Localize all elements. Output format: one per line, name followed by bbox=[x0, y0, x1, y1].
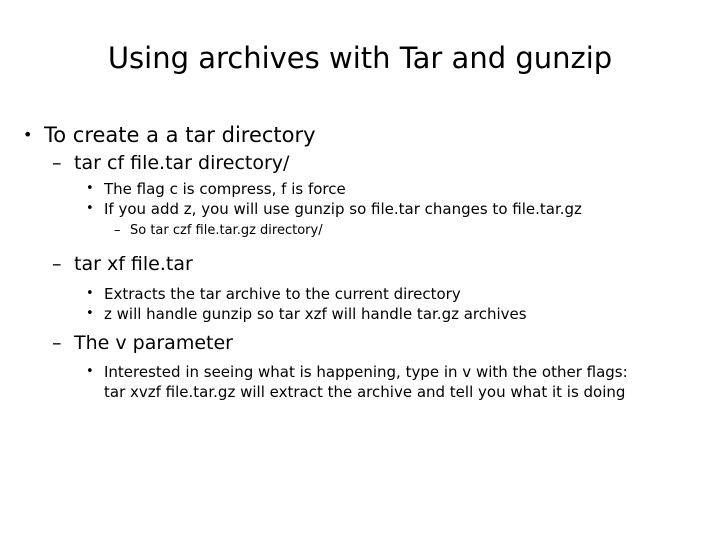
bullet-text: If you add z, you will use gunzip so file.tar changes to file.tar.gz bbox=[104, 199, 582, 218]
bullet-text: Extracts the tar archive to the current directory bbox=[104, 284, 461, 303]
bullet-text: The v parameter bbox=[74, 331, 233, 354]
bullet-round-icon: • bbox=[23, 125, 33, 144]
list-item bbox=[44, 331, 714, 404]
bullet-text: tar cf file.tar directory/ bbox=[74, 151, 290, 174]
bullet-text: Interested in seeing what is happening, type in v with the other flags: bbox=[104, 363, 628, 382]
bullet-round-icon: • bbox=[86, 180, 94, 196]
bullet-list-level-3 bbox=[74, 180, 714, 240]
bullet-round-icon: • bbox=[86, 364, 94, 380]
bullet-list-level-3 bbox=[74, 363, 714, 403]
list-item bbox=[44, 252, 714, 325]
bullet-dash-icon: – bbox=[52, 252, 62, 275]
bullet-text: tar xf file.tar bbox=[74, 252, 193, 275]
bullet-text: So tar czf file.tar.gz directory/ bbox=[130, 223, 323, 239]
list-item bbox=[74, 200, 714, 240]
list-item bbox=[74, 363, 714, 403]
list-item bbox=[74, 305, 714, 325]
bullet-text: The flag c is compress, f is force bbox=[104, 179, 346, 198]
bullet-dash-icon: – bbox=[52, 151, 62, 174]
list-item bbox=[14, 122, 714, 403]
bullet-text-continuation: tar xvzf file.tar.gz will extract the archive and tell you what it is doing bbox=[104, 383, 626, 402]
bullet-list-level-4 bbox=[104, 222, 714, 240]
bullet-list-level-3 bbox=[74, 285, 714, 325]
bullet-round-icon: • bbox=[86, 200, 94, 216]
list-item bbox=[104, 222, 714, 240]
bullet-text: z will handle gunzip so tar xzf will handle tar.gz archives bbox=[104, 304, 527, 323]
page-title: Using archives with Tar and gunzip bbox=[107, 41, 613, 75]
list-item bbox=[74, 180, 714, 200]
list-item bbox=[74, 285, 714, 305]
slide-content bbox=[14, 122, 714, 405]
bullet-text: To create a a tar directory bbox=[44, 123, 316, 147]
bullet-dash-icon: – bbox=[52, 331, 62, 354]
bullet-list-level-2 bbox=[44, 151, 714, 403]
bullet-round-icon: • bbox=[86, 305, 94, 321]
bullet-list-level-1 bbox=[14, 122, 714, 403]
bullet-round-icon: • bbox=[86, 285, 94, 301]
bullet-dash-icon: – bbox=[114, 223, 121, 239]
list-item bbox=[44, 151, 714, 240]
